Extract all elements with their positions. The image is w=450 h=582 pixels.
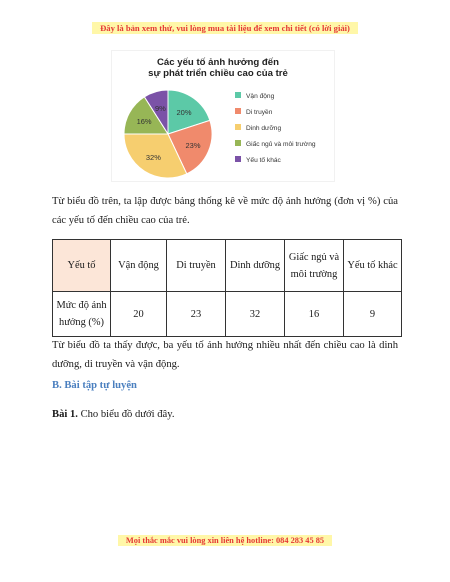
intro-paragraph: Từ biểu đồ trên, ta lập được bảng thống kê về mức độ ảnh hưởng (đơn vị %) của các yếu tố đến chiều cao của trẻ.	[52, 196, 398, 226]
preview-notice-banner: Đây là bản xem thử, vui lòng mua tài liệu để xem chi tiết (có lời giải)	[92, 22, 358, 34]
slice-data-label: 16%	[136, 116, 152, 126]
table-header-label: Yếu tố	[53, 240, 111, 292]
exercise-1	[52, 409, 175, 420]
section-heading: B. Bài tập tự luyện	[52, 380, 137, 391]
legend-label: Yếu tố khác	[246, 157, 281, 164]
table-cell: 20	[111, 292, 167, 337]
conclusion-paragraph: Từ biểu đồ ta thấy được, ba yếu tố ảnh hưởng nhiều nhất đến chiều cao là dinh dưỡng, di truyền và vận động.	[52, 340, 398, 370]
slice-data-label: 9%	[154, 103, 166, 113]
pie-chart-figure	[112, 51, 334, 181]
table-cell: 9	[344, 292, 402, 337]
slice-data-label: 23%	[185, 140, 201, 150]
table-header-cell: Dinh dưỡng	[226, 240, 285, 292]
legend-label: Dinh dưỡng	[246, 125, 282, 132]
table-cell: 23	[167, 292, 226, 337]
legend-swatch	[235, 108, 241, 114]
legend-label: Giấc ngủ và môi trường	[246, 141, 316, 148]
legend-label: Di truyền	[246, 109, 273, 116]
chart-title-line-2: sự phát triển chiều cao của trẻ	[148, 68, 288, 79]
slice-data-label: 20%	[176, 107, 192, 117]
slice-data-label: 32%	[145, 153, 161, 163]
statistics-table	[52, 239, 402, 337]
table-value-label: Mức độ ảnh hưởng (%)	[53, 292, 111, 337]
table-header-cell: Yếu tố khác	[344, 240, 402, 292]
chart-title-line-1: Các yếu tố ảnh hưởng đến	[157, 57, 279, 68]
table-cell: 16	[285, 292, 344, 337]
exercise-text: Cho biểu đồ dưới đây.	[80, 409, 175, 420]
exercise-label: Bài 1.	[52, 409, 78, 420]
table-header-cell: Giấc ngủ và môi trường	[285, 240, 344, 292]
table-header-cell: Di truyền	[167, 240, 226, 292]
table-header-cell: Vận động	[111, 240, 167, 292]
hotline-banner: Mọi thắc mắc vui lòng xin liên hệ hotline: 084 283 45 85	[118, 535, 332, 546]
table-row	[53, 292, 402, 337]
pie-chart	[112, 51, 334, 181]
table-row	[53, 240, 402, 292]
legend-swatch	[235, 92, 241, 98]
legend-swatch	[235, 140, 241, 146]
table-cell: 32	[226, 292, 285, 337]
legend-swatch	[235, 156, 241, 162]
legend-swatch	[235, 124, 241, 130]
legend-label: Vận động	[246, 93, 275, 100]
